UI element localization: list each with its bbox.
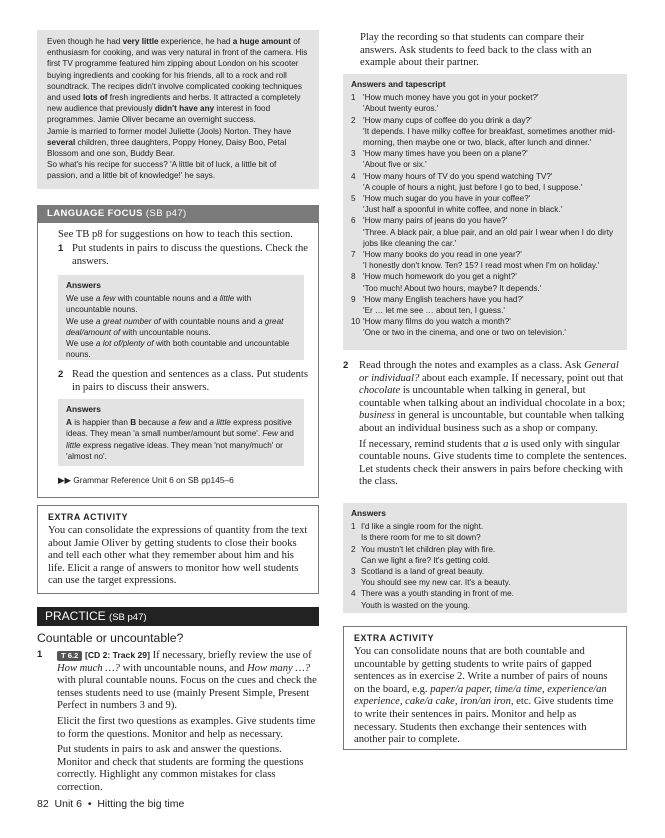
- track-badge: T 6.2: [57, 651, 82, 661]
- item-number: 4: [351, 171, 356, 181]
- tapescript-item: [351, 215, 619, 249]
- item-number: 7: [351, 250, 356, 260]
- question: 'How many films do you watch a month?': [363, 317, 511, 327]
- practice-step-1: 1 T 6.2 [CD 2: Track 29] If necessary, briefly review the use of How much …? with uncountable nouns, and How many …? with plural countable nouns. Focus on the cues and check the tenses students need to use (mainly Present Simple, Present Perfect in numbers 3 and 9). Elicit the first two questions as examples. Give students time to form the questions. Monitor and help as necessary. Put students in pairs to ask and answer the questions. Monitor and check that students are forming the questions correctly. Highlight any common mistakes for class correction.: [37, 649, 319, 795]
- item-number: 8: [351, 272, 356, 282]
- question: 'How many English teachers have you had?': [363, 294, 524, 304]
- item-number: 2: [351, 115, 356, 125]
- sentence-b: You should see my new car. It's a beauty.: [361, 578, 511, 588]
- sentence-b: Is there room for me to sit down?: [361, 533, 481, 543]
- language-focus-header: LANGUAGE FOCUS (SB p47): [37, 205, 319, 223]
- extra-activity-box-1: [37, 505, 319, 594]
- answer: 'About five or six.': [363, 160, 427, 170]
- grammar-reference: ▶▶ Grammar Reference Unit 6 on SB pp145–6: [58, 475, 234, 485]
- extra-activity-box-2: [343, 626, 627, 750]
- item-number: 2: [351, 544, 356, 554]
- question: 'How much sugar do you have in your coffee?': [363, 194, 531, 204]
- answer: 'Just half a spoonful in white coffee, and none in black.': [363, 205, 563, 215]
- item-number: 9: [351, 294, 356, 304]
- practice-paragraph-3: Put students in pairs to ask and answer the questions. Monitor and check that students are forming the questions correctly. Highlight any common mistakes for class correction.: [57, 744, 304, 793]
- extra-activity-text: You can consolidate nouns that are both countable and uncountable by getting students to write pairs of gapped sentences as in exercise 2. Write a number of pairs of nouns on the board, e.g. paper/a paper, time/a time, experience/an experience, cake/a cake, iron/an iron, etc. Give students time to write their sentences in pairs. Monitor and help as necessary. Students then exchange their sentences with another pair to complete.: [354, 646, 614, 746]
- double-arrow-icon: ▶▶: [58, 475, 71, 485]
- answer: 'It depends. I have milky coffee for breakfast, sometimes another mid-morning, then maybe one or two, black, after lunch and dinner.': [363, 126, 616, 148]
- language-focus-intro: See TB p8 for suggestions on how to teach this section.: [58, 229, 293, 240]
- answer: 'Too much! About two hours, maybe? It depends.': [363, 283, 542, 293]
- tapescript-list: [351, 92, 619, 338]
- question: 'How many books do you read in one year?': [363, 250, 522, 260]
- item-number: 3: [351, 149, 356, 159]
- extra-activity-title: EXTRA ACTIVITY: [354, 633, 435, 643]
- answer: 'A couple of hours a night, just before I go to bed, I suppose.': [363, 182, 583, 192]
- practice-header: PRACTICE (SB p47): [37, 607, 319, 626]
- question: 'How many times have you been on a plane?': [363, 149, 528, 159]
- language-focus-body: [37, 223, 319, 498]
- right-step-2: 2 Read through the notes and examples as a class. Ask General or individual? about each example. If necessary, point out that chocolate is uncountable when talking in general, but countable when talking about an individual chocolate in a box; business in general is uncountable, but countable when talking about an individual business such as a shop or company. If necessary, remind students that a is used only with singular countable nouns. Give students time to complete the sentences. Let students check their answers in pairs before checking with the class.: [343, 360, 627, 488]
- sentence-b: Youth is wasted on the young.: [361, 600, 470, 610]
- answers-box-3: Answers 1 I'd like a single room for the night. Is there room for me to sit down? 2 You mustn't let children play with fire. Can we light a fire? It's getting cold. 3 Scotland is a land of great beauty. You should see my new car. It's a beauty. 4 There was a youth standing in front of me. Youth is wasted on the young.: [343, 503, 627, 613]
- practice-subhead: Countable or uncountable?: [37, 631, 184, 645]
- answers-box-1: Answers We use a few with countable nouns and a little with uncountable nouns. We use a great number of with countable nouns and a great deal/amount of with uncountable nouns. We use a lot of/plenty of with both countable and uncountable nouns.: [58, 275, 304, 360]
- tapescript-item: [351, 171, 619, 193]
- tapescript-item: [351, 316, 619, 338]
- item-number: 1: [351, 522, 356, 532]
- tapescript-item: [351, 115, 619, 149]
- item-number: 10: [351, 317, 361, 327]
- extra-activity-title: EXTRA ACTIVITY: [48, 512, 129, 522]
- tapescript-box: Answers and tapescript 1 'How much money have you got in your pocket?' 'About twenty euros.' 2 'How many cups of coffee do you drink a day?' 'It depends. I have milky coffee for breakfast, sometimes another mid-morning, then maybe one or two, black, after lunch and dinner.' 3 'How many times have you been on a plane?' 'About five or six.' 4 'How many hours of TV do you spend watching TV?' 'A couple of hours a night, just before I go to bed, I suppose.' 5 'How much sugar do you have in your coffee?' 'Just half a spoonful in white coffee, and none in black.' 6 'How many pairs of jeans do you have?' 'Three. A black pair, a blue pair, and an old pair I wear when I do dirty jobs like cleaning the car.' 7 'How many books do you read in one year?' 'I honestly don't know. Ten? 15? I read most when I'm on holiday.' 8 'How much homework do you get a night?' 'Too much! About two hours, maybe? It depends.' 9 'How many English teachers have you had?' 'Er … let me see … about ten, I guess.' 10 'How many films do you watch a month?' 'One or two in the cinema, and one or two on television.': [343, 74, 627, 350]
- tapescript-item: [351, 249, 619, 271]
- question: 'How many pairs of jeans do you have?': [363, 216, 508, 226]
- answer: 'Er … let me see … about ten, I guess.': [363, 306, 505, 316]
- item-number: 1: [351, 93, 356, 103]
- item-number: 4: [351, 589, 356, 599]
- tapescript-item: [351, 271, 619, 293]
- sentence-a: I'd like a single room for the night.: [361, 522, 484, 532]
- intro-paragraph-3: So what's his recipe for success? 'A little bit of luck, a little bit of passion, and a little bit of knowledge!' he says.: [47, 160, 277, 181]
- answer-item: [351, 544, 619, 566]
- answer-item: [351, 566, 619, 588]
- intro-paragraph-1: Even though he had very little experience, he had a huge amount of enthusiasm for cooking, and was very natural in front of the camera. His first TV programme featured him zipping about London on his scooter buying ingredients and cooking for his friends, all to a rock and roll soundtrack. The recipes didn't involve complicated cooking techniques and used lots of fresh ingredients and herbs. It attracted a completely new audience that previously didn't have any interest in food programmes. Jamie Oliver became an overnight success.: [47, 37, 308, 125]
- answer: 'About twenty euros.': [363, 104, 439, 114]
- item-number: 3: [351, 567, 356, 577]
- language-focus-step-2: 2 Read the question and sentences as a class. Put students in pairs to discuss their answers.: [58, 369, 308, 393]
- answer: 'One or two in the cinema, and one or two on television.': [363, 328, 566, 338]
- item-number: 6: [351, 216, 356, 226]
- page-footer: 82 Unit 6 • Hitting the big time: [37, 798, 185, 810]
- answer-line: We use a great number of with countable nouns and a great deal/amount of with uncountable nouns.: [66, 316, 284, 337]
- question: 'How many cups of coffee do you drink a day?': [363, 115, 532, 125]
- extra-activity-text: You can consolidate the expressions of quantity from the text about Jamie Oliver by getting students to close their books and tell each other what they remember about him and his life. Elicit a range of answers to monitor how well students can use the target expressions.: [48, 525, 308, 587]
- practice-paragraph-2: Elicit the first two questions as examples. Give students time to form the questions. Monitor and help as necessary.: [57, 715, 316, 740]
- intro-text-box: [37, 30, 319, 189]
- answer-item: [351, 521, 619, 543]
- tapescript-item: [351, 193, 619, 215]
- sentence-a: You mustn't let children play with fire.: [361, 544, 496, 554]
- question: 'How much homework do you get a night?': [363, 272, 517, 282]
- answers-list: [351, 521, 619, 611]
- answer: 'I honestly don't know. Ten? 15? I read most when I'm on holiday.': [363, 261, 600, 271]
- sentence-b: Can we light a fire? It's getting cold.: [361, 555, 490, 565]
- sentence-a: Scotland is a land of great beauty.: [361, 567, 485, 577]
- answer: 'Three. A black pair, a blue pair, and an old pair I wear when I do dirty jobs like cleaning the car.': [363, 227, 614, 248]
- item-number: 5: [351, 194, 356, 204]
- question: 'How many hours of TV do you spend watching TV?': [363, 171, 553, 181]
- answer-line: We use a lot of/plenty of with both countable and uncountable nouns.: [66, 339, 290, 360]
- sentence-a: There was a youth standing in front of me.: [361, 589, 514, 599]
- question: 'How much money have you got in your pocket?': [363, 93, 539, 103]
- intro-paragraph-2: Jamie is married to former model Juliette (Jools) Norton. They have several children, three daughters, Poppy Honey, Daisy Boo, Petal Blossom and one son, Buddy Bear.: [47, 126, 292, 159]
- language-focus-step-1: 1 Put students in pairs to discuss the questions. Check the answers.: [58, 243, 308, 267]
- answer-text: A is happier than B because a few and a little express positive ideas. They mean 'a small number/amount but some'. Few and little express negative ideas. They mean 'not many/much' or 'almost no'.: [66, 418, 294, 461]
- tapescript-item: [351, 294, 619, 316]
- play-recording-text: Play the recording so that students can compare their answers. Ask students to feed back to the class with an example about their partner.: [360, 32, 592, 69]
- answer-line: We use a few with countable nouns and a little with uncountable nouns.: [66, 294, 252, 315]
- answer-item: [351, 588, 619, 610]
- answers-box-2: Answers A is happier than B because a few and a little express positive ideas. They mean 'a small number/amount but some'. Few and little express negative ideas. They mean 'not many/much' or 'almost no'.: [58, 399, 304, 466]
- tapescript-item: [351, 92, 619, 114]
- tapescript-item: [351, 148, 619, 170]
